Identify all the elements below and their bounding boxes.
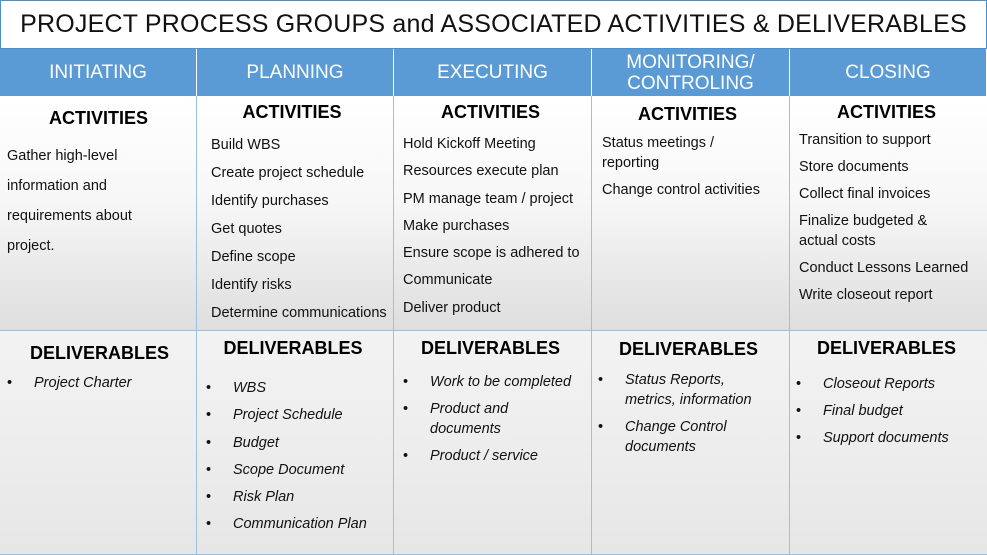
activity-item: Deliver product <box>403 299 501 316</box>
activity-item: Hold Kickoff Meeting <box>403 136 536 152</box>
activity-item: Identify risks <box>211 277 292 293</box>
activity-item: Finalize budgeted & actual costs <box>799 213 928 249</box>
deliverable-item: • Product / service <box>403 446 587 466</box>
activity-item: Resources execute plan <box>403 163 559 180</box>
deliverable-item: • Status Reports, metrics, information <box>598 370 775 410</box>
activity-item: Communicate <box>403 272 493 289</box>
activities-heading: ACTIVITIES <box>637 104 737 124</box>
process-groups-table <box>0 49 987 555</box>
activity-item: Define scope <box>211 249 296 265</box>
activity-item: Write closeout report <box>799 287 933 303</box>
activity-text: Gather high-level information and requirements about project. <box>7 148 132 254</box>
activity-item: Create project schedule <box>211 165 365 181</box>
deliverable-item: • Risk Plan <box>206 484 389 511</box>
deliverables-cell-executing <box>394 331 592 555</box>
deliverables-cell-monitoring <box>592 331 790 555</box>
deliverable-item: • Work to be completed <box>403 372 587 392</box>
activity-item: Conduct Lessons Learned <box>799 260 969 276</box>
header-executing: EXECUTING <box>394 49 592 96</box>
deliverable-item: • Project Schedule <box>206 402 389 429</box>
activity-item: Status meetings / reporting <box>602 135 715 171</box>
activity-item: Build WBS <box>211 137 281 153</box>
deliverable-item: • Product and documents <box>403 399 540 439</box>
deliverables-heading: DELIVERABLES <box>223 338 363 358</box>
activity-item: Identify purchases <box>211 193 329 209</box>
header-initiating: INITIATING <box>0 49 197 96</box>
deliverable-item: • Communication Plan <box>206 511 389 538</box>
deliverable-item: • Budget <box>206 430 389 457</box>
activities-cell-planning <box>197 96 394 331</box>
deliverable-item: • Final budget <box>796 398 983 425</box>
deliverables-cell-initiating <box>0 331 197 555</box>
activity-item: Ensure scope is adhered to <box>403 245 580 262</box>
page-title: PROJECT PROCESS GROUPS and ASSOCIATED ACTIVITIES & DELIVERABLES <box>0 0 987 49</box>
deliverables-heading: DELIVERABLES <box>29 343 170 363</box>
deliverables-heading: DELIVERABLES <box>618 339 759 359</box>
activity-item: Make purchases <box>403 217 510 234</box>
header-planning: PLANNING <box>197 49 394 96</box>
deliverable-item: • Project Charter <box>7 372 192 394</box>
activity-item: Collect final invoices <box>799 186 931 202</box>
activity-item: Transition to support <box>799 132 931 148</box>
activities-cell-monitoring <box>592 96 790 331</box>
deliverable-item: • Support documents <box>796 425 983 452</box>
activity-item: Change control activities <box>602 182 760 198</box>
activities-cell-executing <box>394 96 592 331</box>
activities-heading: ACTIVITIES <box>48 108 148 128</box>
deliverables-heading: DELIVERABLES <box>816 338 957 358</box>
activities-heading: ACTIVITIES <box>242 102 342 122</box>
activities-heading: ACTIVITIES <box>836 102 936 122</box>
activity-item: PM manage team / project <box>403 190 574 207</box>
activities-cell-initiating <box>0 96 197 331</box>
header-closing: CLOSING <box>790 49 987 96</box>
deliverables-heading: DELIVERABLES <box>420 338 561 358</box>
activity-item: Store documents <box>799 159 909 175</box>
deliverables-cell-closing <box>790 331 987 555</box>
activities-heading: ACTIVITIES <box>440 102 540 122</box>
deliverable-item: • Closeout Reports <box>796 371 983 398</box>
activities-cell-closing <box>790 96 987 331</box>
deliverables-cell-planning <box>197 331 394 555</box>
deliverable-item: • Scope Document <box>206 457 389 484</box>
activity-item: Determine communications <box>211 305 387 321</box>
activity-item: Get quotes <box>211 221 282 237</box>
deliverable-item: • Change Control documents <box>598 417 755 457</box>
header-monitoring-controling: MONITORING/ CONTROLING <box>592 49 790 96</box>
deliverable-item: • WBS <box>206 375 389 402</box>
